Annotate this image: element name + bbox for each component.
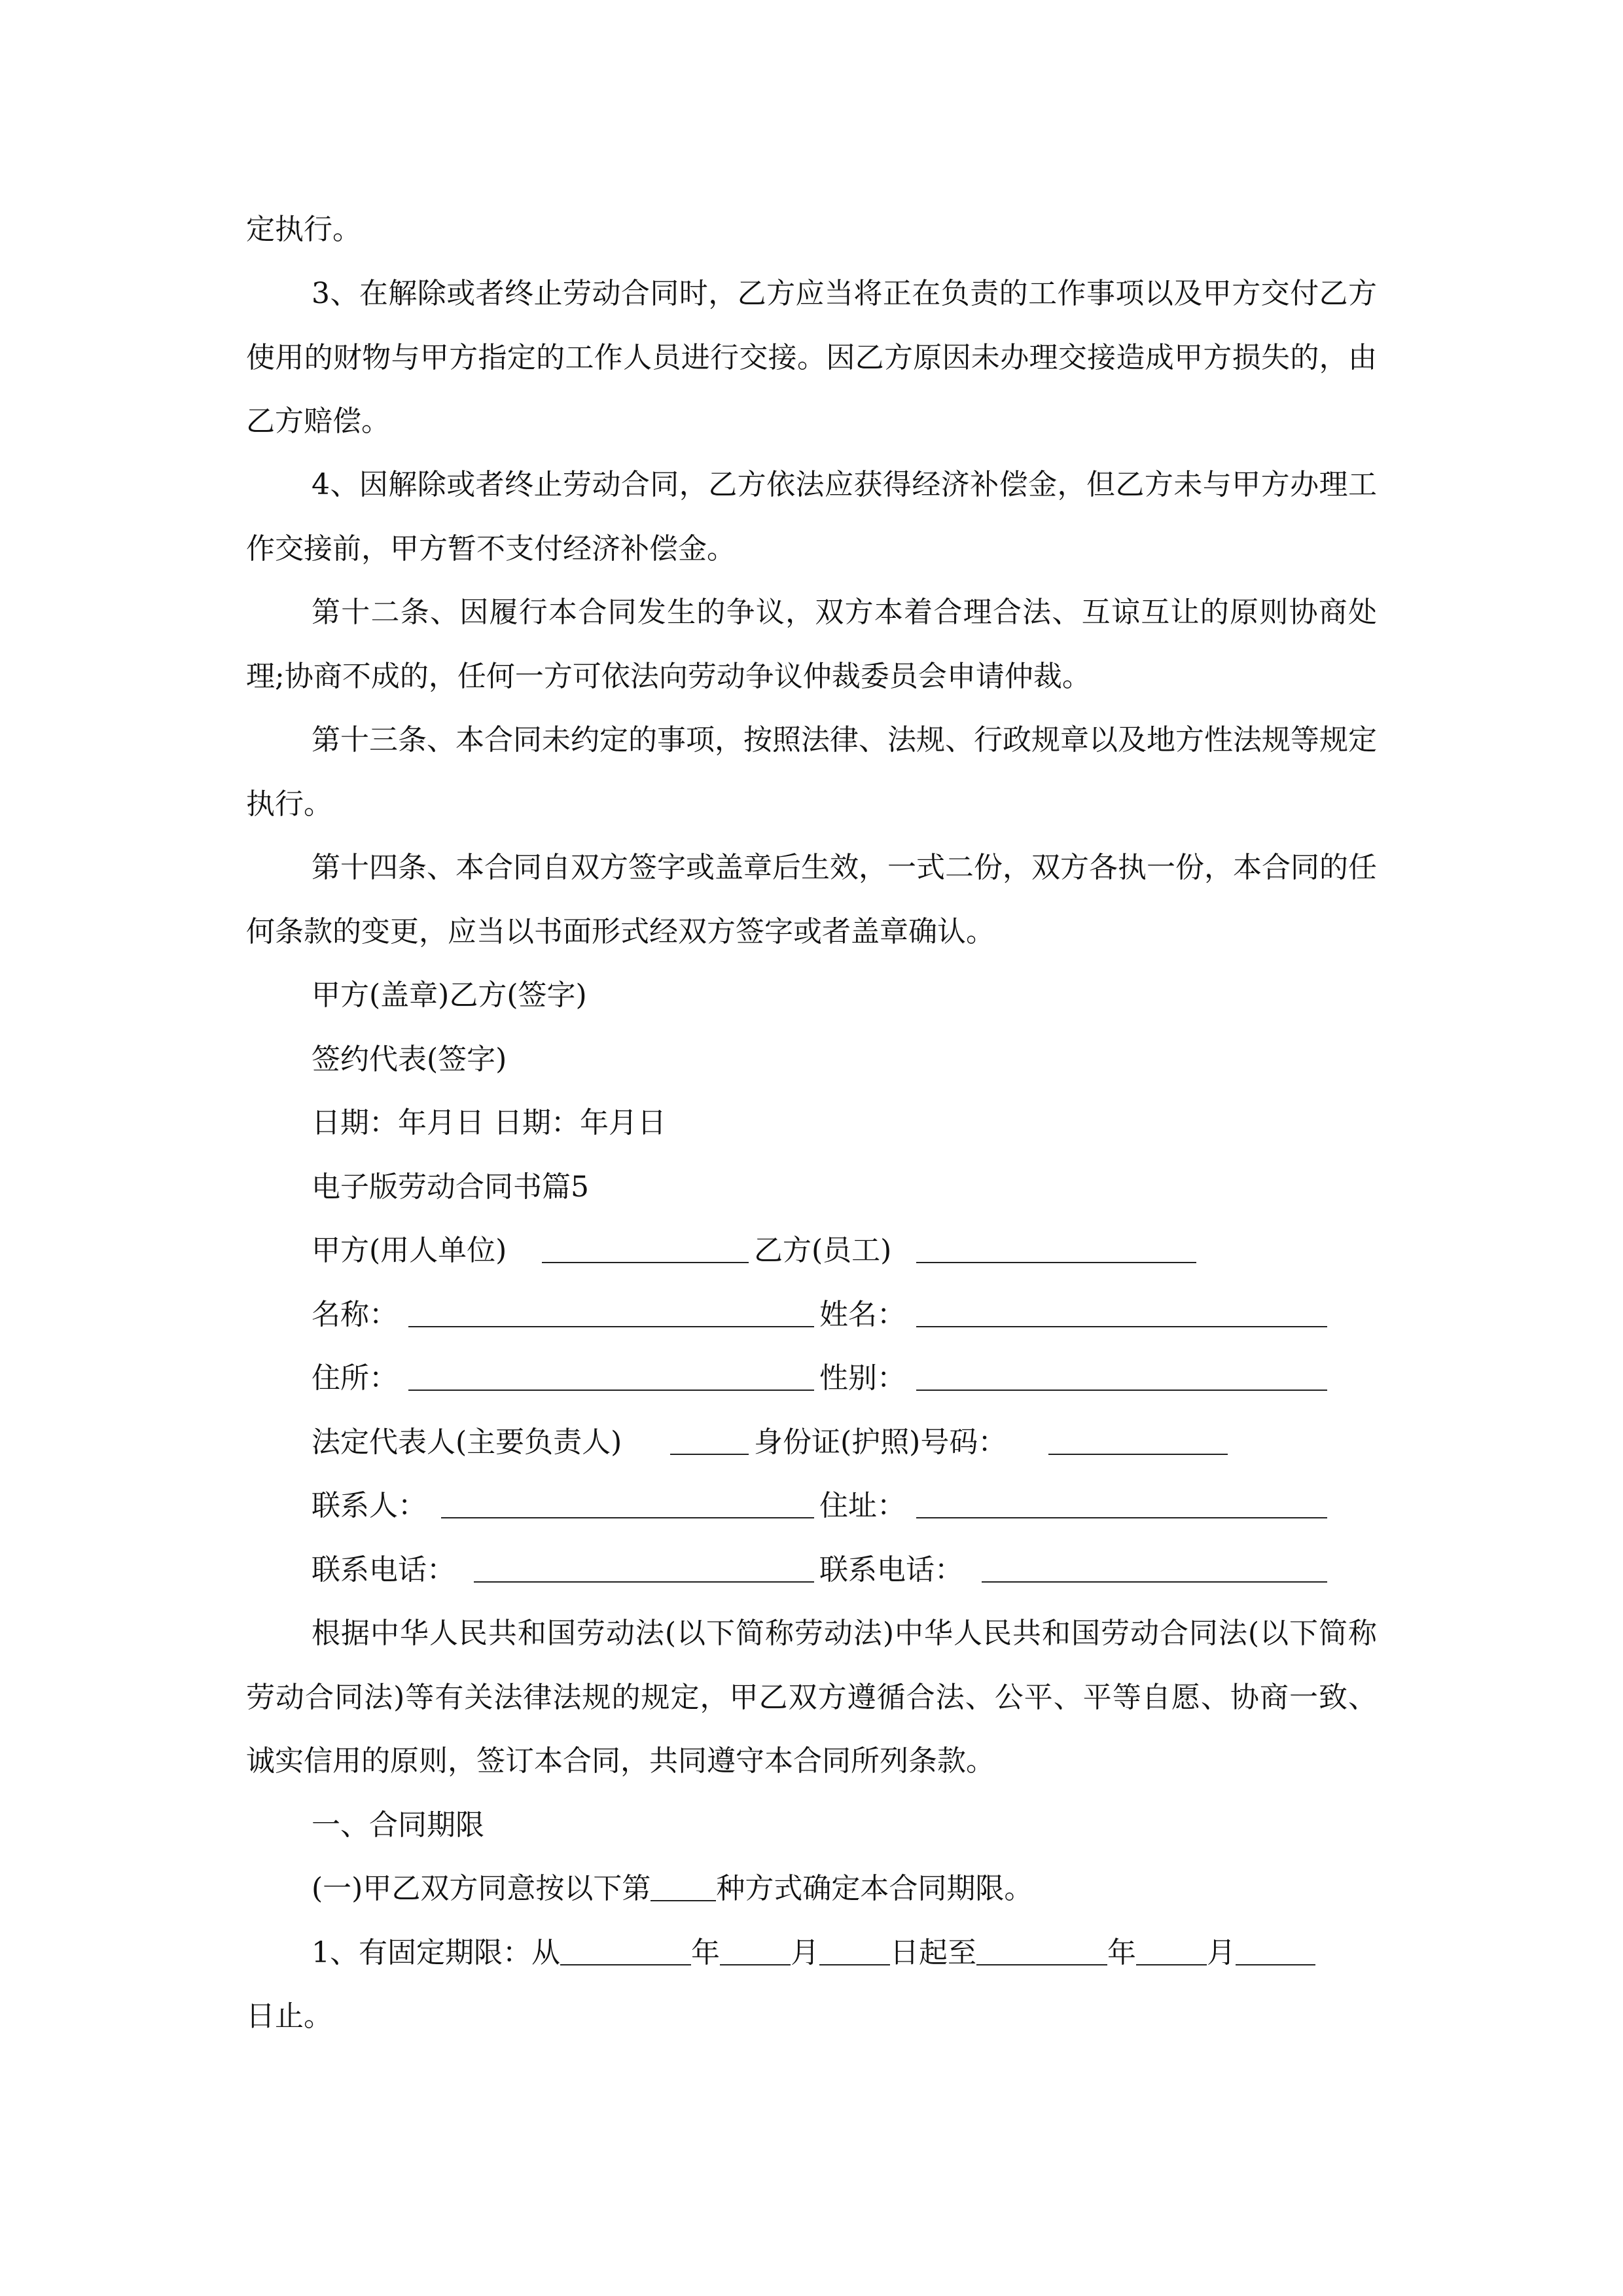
name-label: 名称： [312,1298,398,1331]
legal-rep-field[interactable] [670,1454,749,1455]
term-method-line [312,1857,1033,1921]
form-row-address [312,1346,1359,1410]
form-row-name [312,1283,1359,1347]
term-heading: 一、合同期限 [312,1808,484,1842]
person-name-field[interactable] [916,1326,1327,1327]
start-year-blank[interactable] [560,1934,691,1965]
end-month-label: 月 [1207,1936,1236,1969]
address-field[interactable] [408,1390,814,1391]
gender-label: 性别： [819,1361,906,1395]
form-row-parties [312,1219,1359,1283]
start-month-label: 月 [791,1936,819,1969]
phone-a-field[interactable] [474,1581,814,1583]
paragraph-article-13: 第十三条、本合同未约定的事项，按照法律、法规、行政规章以及地方性法规等规定执行。 [246,723,1377,821]
date-line: 日期：年月日 日期：年月日 [312,1106,666,1139]
phone-b-label: 联系电话： [819,1553,963,1587]
paragraph-handover: 3、在解除或者终止劳动合同时，乙方应当将正在负责的工作事项以及甲方交付乙方使用的财物与甲方指定的工作人员进行交接。因乙方原因未办理交接造成甲方损失的，由乙方赔偿。 [246,277,1377,438]
fixed-term-line [312,1921,1315,1985]
start-month-blank[interactable] [720,1934,791,1965]
person-name-label: 姓名： [819,1298,906,1331]
start-day-blank[interactable] [819,1934,890,1965]
party-a-field[interactable] [542,1262,749,1263]
form-row-legal-rep [312,1410,1359,1475]
form-row-phone [312,1538,1359,1602]
name-field[interactable] [408,1326,814,1327]
id-field[interactable] [1048,1454,1228,1455]
term-end-line: 日止。 [246,2000,332,2033]
id-label: 身份证(护照)号码： [754,1426,1007,1459]
end-year-label: 年 [1107,1936,1136,1969]
party-a-label: 甲方(用人单位) [312,1234,507,1267]
form-row-contact [312,1474,1359,1538]
end-day-blank[interactable] [1236,1934,1315,1965]
legal-rep-label: 法定代表人(主要负责人) [312,1426,622,1459]
term-method-blank[interactable] [651,1870,716,1901]
paragraph-article-12: 第十二条、因履行本合同发生的争议，双方本着合理合法、互谅互让的原则协商处理;协商不成的，任何一方可依法向劳动争议仲裁委员会申请仲裁。 [246,596,1377,693]
signature-line: 甲方(盖章)乙方(签字) [312,978,587,1012]
residence-label: 住址： [819,1489,906,1522]
phone-a-label: 联系电话： [312,1553,455,1587]
address-label: 住所： [312,1361,398,1395]
residence-field[interactable] [916,1517,1327,1518]
end-month-blank[interactable] [1136,1934,1207,1965]
fixed-term-from: 1、有固定期限：从 [312,1936,560,1969]
party-b-label: 乙方(员工) [754,1234,892,1267]
section-title: 电子版劳动合同书篇5 [312,1170,589,1204]
party-b-field[interactable] [916,1262,1196,1263]
contact-label: 联系人： [312,1489,427,1522]
term-method-post: 种方式确定本合同期限。 [716,1872,1033,1905]
contact-field[interactable] [441,1517,814,1518]
end-year-blank[interactable] [976,1934,1107,1965]
paragraph-1: 定执行。 [246,213,361,246]
start-year-label: 年 [691,1936,720,1969]
paragraph-article-14: 第十四条、本合同自双方签字或盖章后生效，一式二份，双方各执一份，本合同的任何条款的变更，应当以书面形式经双方签字或者盖章确认。 [246,851,1377,948]
paragraph-legal-basis: 根据中华人民共和国劳动法(以下简称劳动法)中华人民共和国劳动合同法(以下简称劳动合同法)等有关法律法规的规定，甲乙双方遵循合法、公平、平等自愿、协商一致、诚实信用的原则，签订本合同，共同遵守本合同所列条款。 [246,1617,1377,1778]
representative-line: 签约代表(签字) [312,1043,507,1076]
paragraph-compensation: 4、因解除或者终止劳动合同，乙方依法应获得经济补偿金，但乙方未与甲方办理工作交接前，甲方暂不支付经济补偿金。 [246,468,1377,565]
phone-b-field[interactable] [982,1581,1327,1583]
start-day-label: 日起至 [890,1936,976,1969]
gender-field[interactable] [916,1390,1327,1391]
term-method-pre: (一)甲乙双方同意按以下第 [312,1872,651,1905]
